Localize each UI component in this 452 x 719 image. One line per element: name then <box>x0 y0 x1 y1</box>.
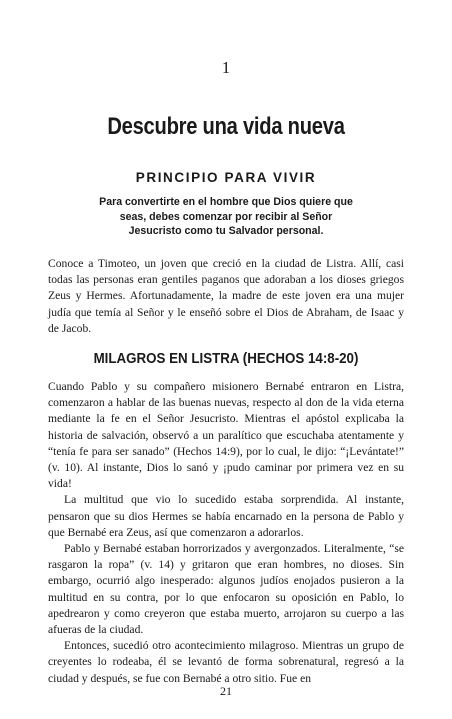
section-body <box>48 379 404 687</box>
section-heading: MILAGROS EN LISTRA (HECHOS 14:8-20) <box>93 351 359 367</box>
chapter-number: 1 <box>221 58 231 77</box>
page-number: 21 <box>220 684 232 698</box>
principle-text: Para convertirte en el hombre que Dios quiere que seas, debes comenzar por recibir al Señor Jesucristo como tu Salvador personal. <box>99 196 353 237</box>
chapter-title: Descubre una vida nueva <box>107 113 345 140</box>
body-paragraph: Entonces, sucedió otro acontecimiento milagroso. Mientras un grupo de creyentes lo rodeaba, él se levantó de forma sobrenatural, regresó a la ciudad y después, se fue con Bernabé a otro sitio. Fue en <box>48 639 404 685</box>
body-paragraph: Cuando Pablo y su compañero misionero Bernabé entraron en Listra, comenzaron a hablar de las buenas nuevas, respecto al don de la vida eterna mediante la fe en el Señor Jesucristo. Mientras el apóstol explicaba la historia de salvación, observó a un paralítico que escuchaba atentamente y “tenía fe para ser sanado” (Hechos 14:9), por lo cual, le dijo: “¡Levántate!” (v. 10). Al instante, Dios lo sanó y ¡pudo caminar por primera vez en su vida! <box>48 380 404 491</box>
principle-heading: PRINCIPIO PARA VIVIR <box>135 170 317 185</box>
intro-paragraph: Conoce a Timoteo, un joven que creció en la ciudad de Listra. Allí, casi todas las personas eran gentiles paganos que adoraban a los dioses griegos Zeus y Hermes. Afortunadamente, la madre de este joven era una mujer judía que temía al Señor y le enseñó sobre el Dios de Abraham, de Isaac y de Jacob. <box>48 257 404 335</box>
body-paragraph: Pablo y Bernabé estaban horrorizados y avergonzados. Literalmente, “se rasgaron la ropa” (v. 14) y gritaron que eran hombres, no dioses. Sin embargo, ocurrió algo inesperado: algunos judíos enojados pusieron a la multitud en su contra, por lo que enfocaron su oposición en Pablo, lo apedrearon y como creyeron que estaba muerto, arrojaron su cuerpo a las afueras de la ciudad. <box>48 542 404 637</box>
body-paragraph: La multitud que vio lo sucedido estaba sorprendida. Al instante, pensaron que su dios Hermes se había encarnado en la persona de Pablo y que Bernabé era Zeus, así que comenzaron a adorarlos. <box>48 493 404 539</box>
